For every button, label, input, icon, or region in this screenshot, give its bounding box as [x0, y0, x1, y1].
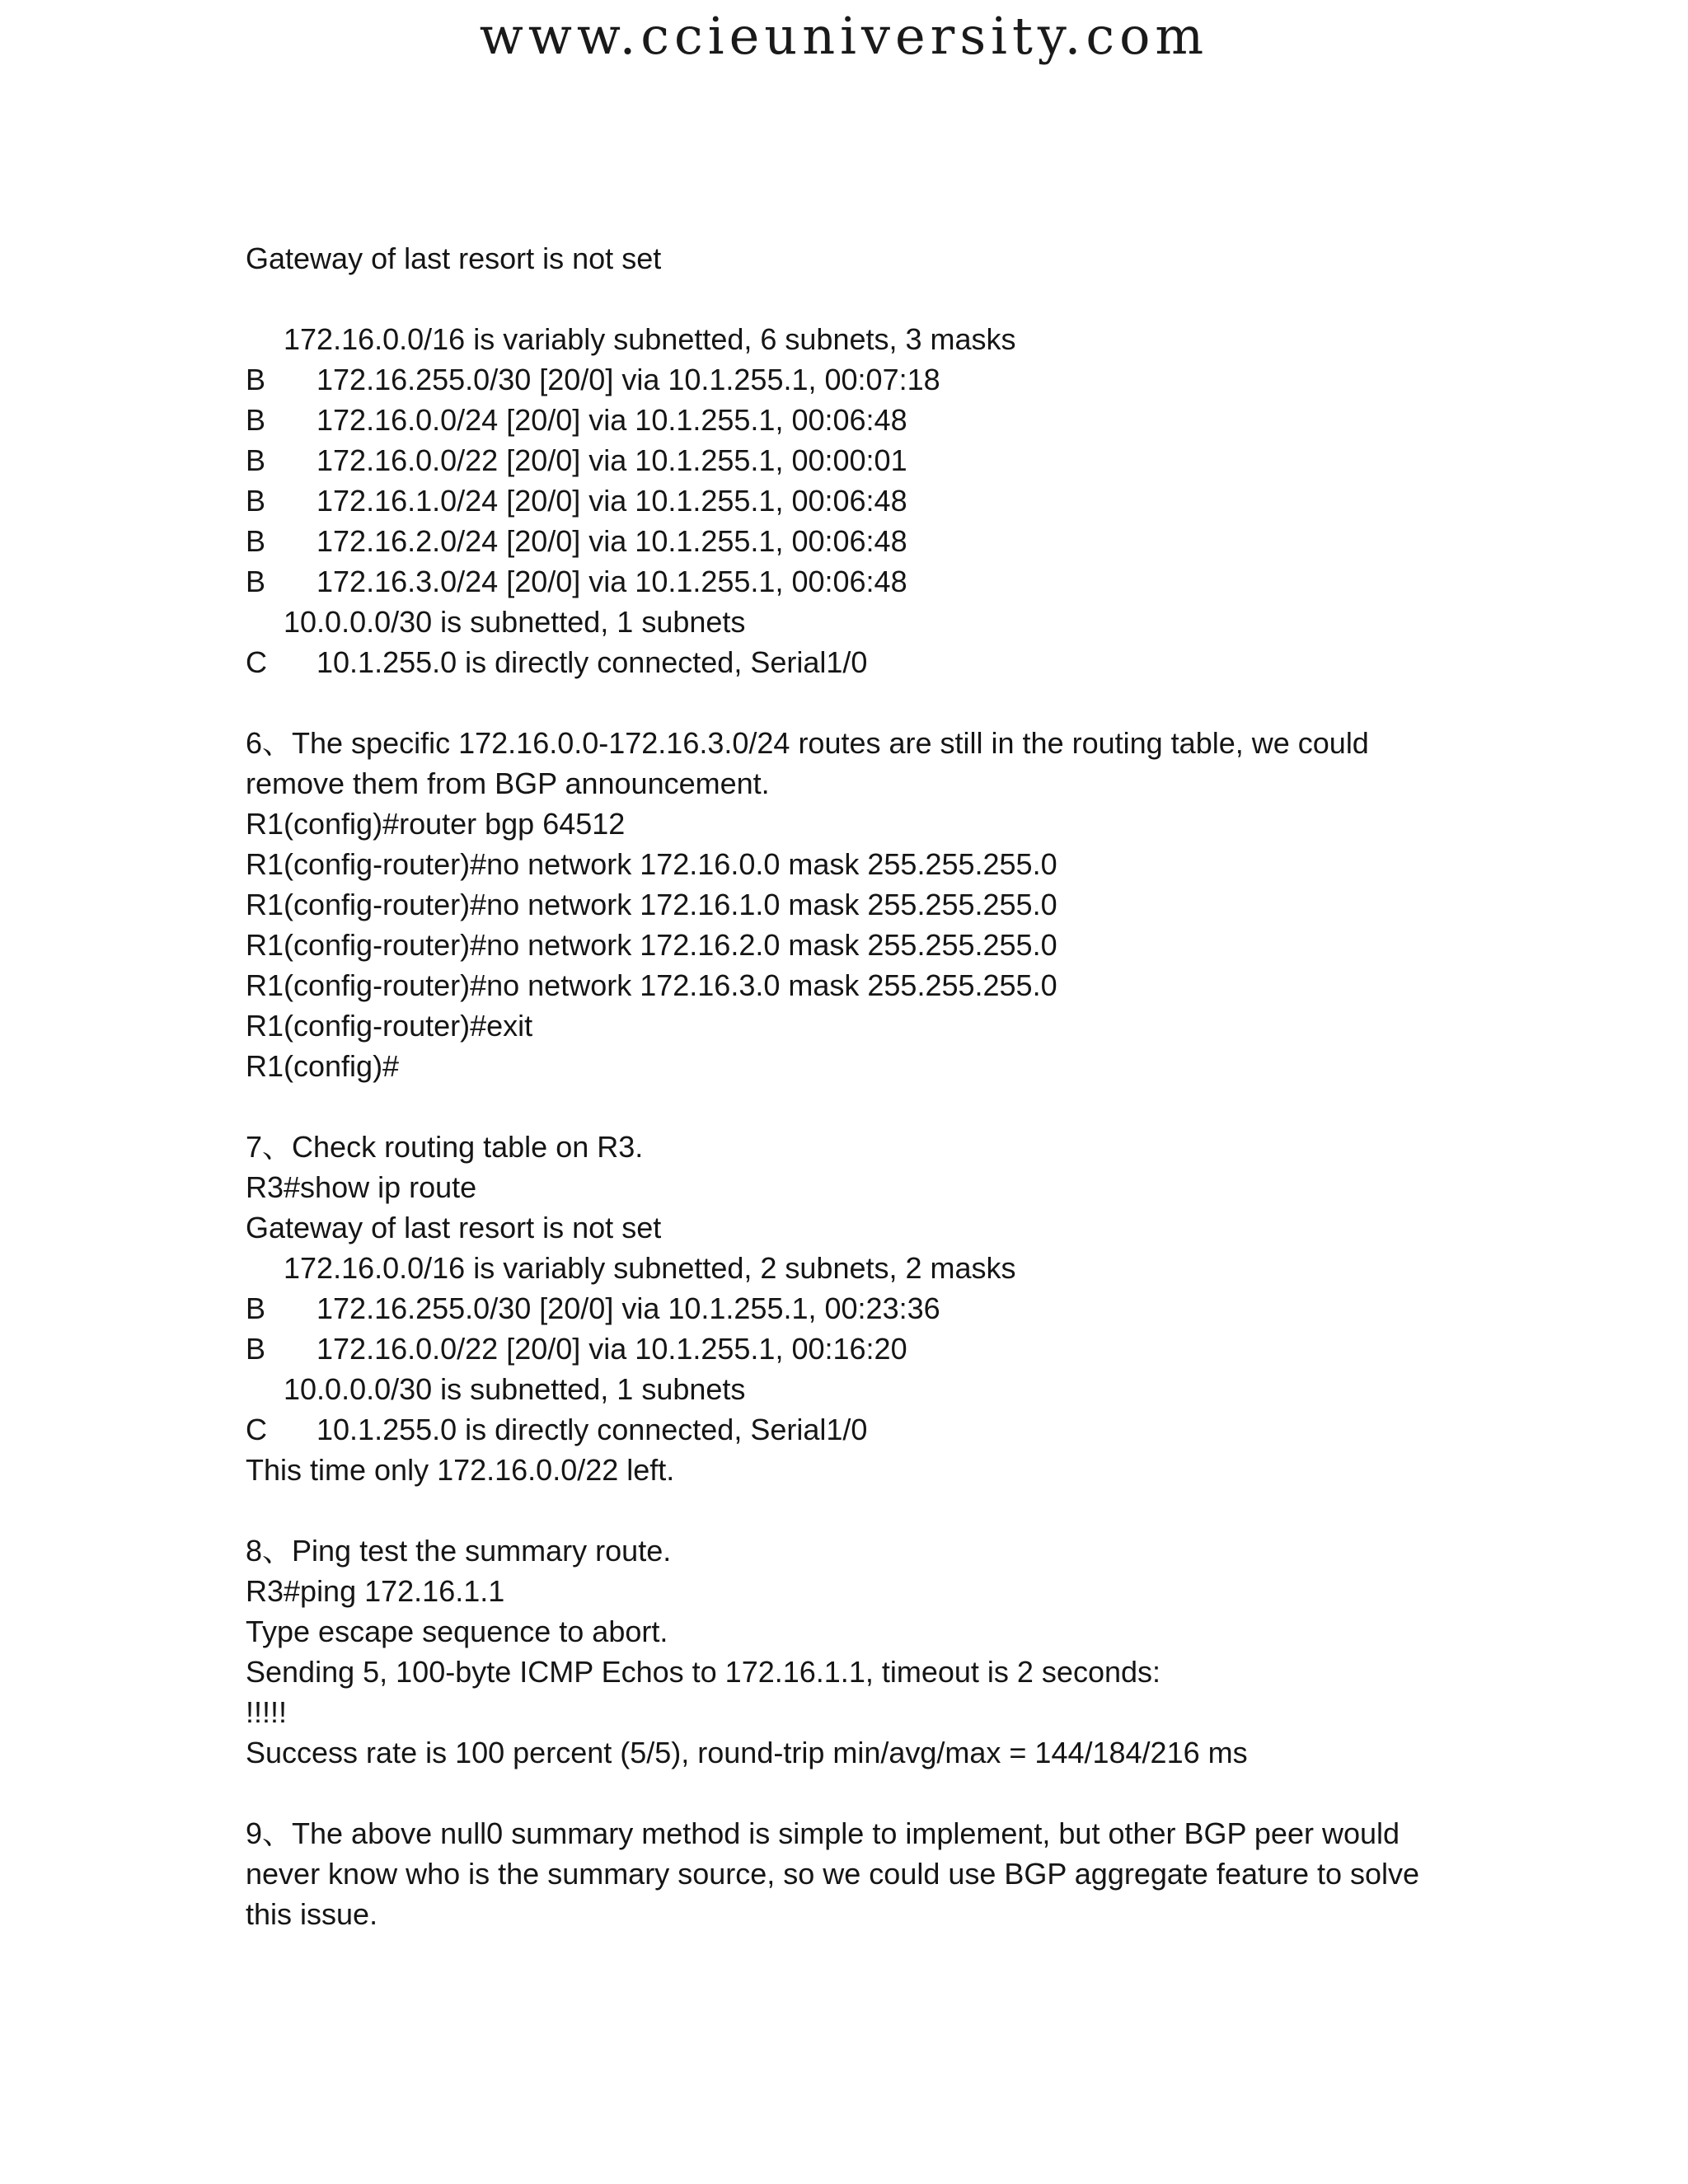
command-line: R1(config-router)#no network 172.16.0.0 mask 255.255.255.0 — [246, 847, 1057, 881]
route-code: B — [246, 443, 266, 477]
document-body — [246, 238, 1441, 1934]
route-text: 172.16.255.0/30 [20/0] via 10.1.255.1, 00:23:36 — [316, 1291, 940, 1325]
route-entry — [246, 521, 1441, 561]
route-text: 172.16.0.0/24 [20/0] via 10.1.255.1, 00:06:48 — [316, 403, 907, 437]
output-line: Success rate is 100 percent (5/5), round-trip min/avg/max = 144/184/216 ms — [246, 1736, 1248, 1769]
step-9-paragraph: 9、The above null0 summary method is simple to implement, but other BGP peer would never know who is the summary source, so we could use BGP aggregate feature to solve this issue. — [246, 1816, 1420, 1931]
subnet-summary-line: 10.0.0.0/30 is subnetted, 1 subnets — [284, 1372, 746, 1406]
note-line: This time only 172.16.0.0/22 left. — [246, 1453, 675, 1487]
route-entry — [246, 440, 1441, 480]
route-code: B — [246, 484, 266, 518]
route-code: B — [246, 403, 266, 437]
route-code: B — [246, 1332, 266, 1366]
route-entry — [246, 1288, 1441, 1329]
route-code: B — [246, 524, 266, 558]
gateway-line: Gateway of last resort is not set — [246, 1211, 662, 1244]
blank-line — [246, 1490, 1441, 1530]
route-text: 172.16.255.0/30 [20/0] via 10.1.255.1, 00:07:18 — [316, 363, 940, 396]
command-line: R3#ping 172.16.1.1 — [246, 1574, 505, 1608]
command-line: R1(config-router)#no network 172.16.2.0 mask 255.255.255.0 — [246, 928, 1057, 962]
output-line: !!!!! — [246, 1695, 288, 1729]
subnet-summary-line: 172.16.0.0/16 is variably subnetted, 2 subnets, 2 masks — [284, 1251, 1016, 1285]
route-entry — [246, 561, 1441, 602]
step-6-heading: 6、The specific 172.16.0.0-172.16.3.0/24 routes are still in the routing table, we could remove them from BGP announcement. — [246, 726, 1369, 800]
route-code: C — [246, 645, 267, 679]
route-text: 172.16.2.0/24 [20/0] via 10.1.255.1, 00:06:48 — [316, 524, 907, 558]
output-line: Sending 5, 100-byte ICMP Echos to 172.16.1.1, timeout is 2 seconds: — [246, 1655, 1161, 1689]
route-text: 172.16.0.0/22 [20/0] via 10.1.255.1, 00:00:01 — [316, 443, 907, 477]
route-code: B — [246, 1291, 266, 1325]
blank-line — [246, 1086, 1441, 1127]
route-text: 172.16.0.0/22 [20/0] via 10.1.255.1, 00:16:20 — [316, 1332, 907, 1366]
command-line: R1(config-router)#no network 172.16.1.0 mask 255.255.255.0 — [246, 888, 1057, 921]
route-entry — [246, 1409, 1441, 1450]
command-line: R3#show ip route — [246, 1170, 477, 1204]
route-entry — [246, 359, 1441, 400]
subnet-summary-line: 10.0.0.0/30 is subnetted, 1 subnets — [284, 605, 746, 639]
subnet-summary-line: 172.16.0.0/16 is variably subnetted, 6 subnets, 3 masks — [284, 322, 1016, 356]
route-entry — [246, 480, 1441, 521]
blank-line — [246, 1773, 1441, 1813]
step-8-heading: 8、Ping test the summary route. — [246, 1534, 672, 1568]
route-entry — [246, 1329, 1441, 1369]
route-text: 10.1.255.0 is directly connected, Serial1/0 — [316, 1413, 868, 1446]
step-7-heading: 7、Check routing table on R3. — [246, 1130, 644, 1164]
gateway-line: Gateway of last resort is not set — [246, 241, 662, 275]
command-line: R1(config)#router bgp 64512 — [246, 807, 626, 841]
route-code: B — [246, 565, 266, 598]
route-code: C — [246, 1413, 267, 1446]
route-text: 10.1.255.0 is directly connected, Serial1/0 — [316, 645, 868, 679]
route-text: 172.16.1.0/24 [20/0] via 10.1.255.1, 00:06:48 — [316, 484, 907, 518]
route-entry — [246, 400, 1441, 440]
blank-line — [246, 682, 1441, 723]
output-line: Type escape sequence to abort. — [246, 1615, 668, 1648]
command-line: R1(config)# — [246, 1049, 400, 1083]
route-text: 172.16.3.0/24 [20/0] via 10.1.255.1, 00:06:48 — [316, 565, 907, 598]
header-watermark-url: www.ccieuniversity.com — [479, 6, 1209, 66]
route-entry — [246, 642, 1441, 682]
blank-line — [246, 279, 1441, 319]
command-line: R1(config-router)#exit — [246, 1009, 533, 1043]
command-line: R1(config-router)#no network 172.16.3.0 mask 255.255.255.0 — [246, 968, 1057, 1002]
route-code: B — [246, 363, 266, 396]
